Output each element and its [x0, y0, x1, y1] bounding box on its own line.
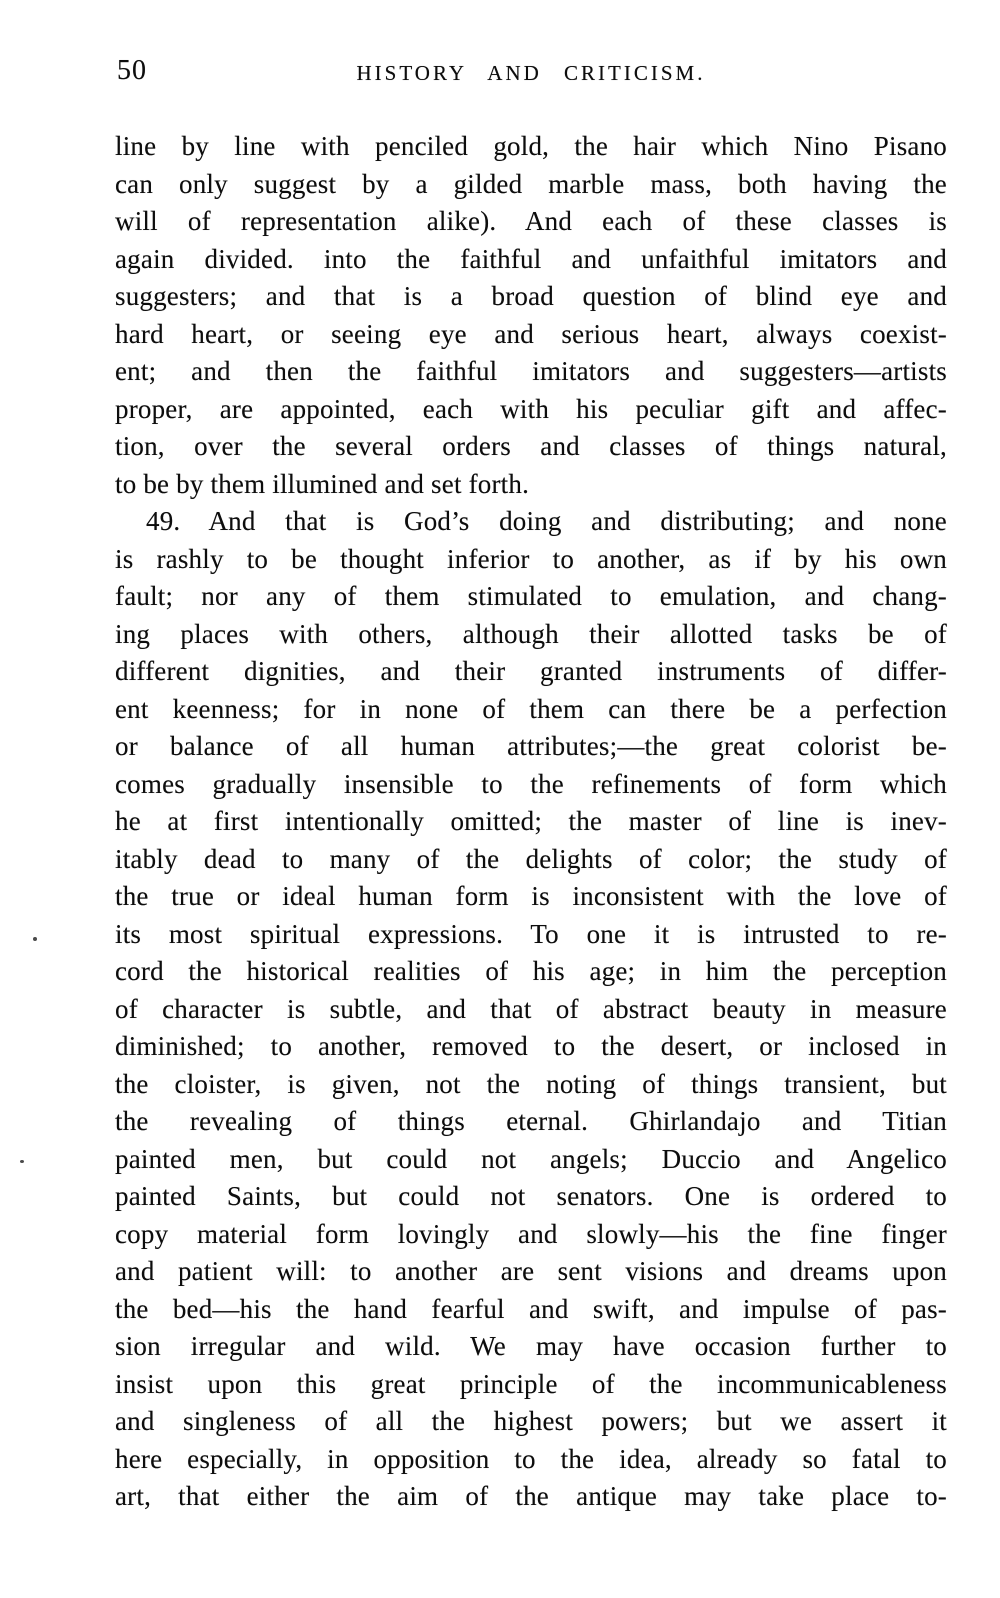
text-line: its most spiritual expressions. To one it is intrusted to re- [115, 918, 947, 949]
page-number: 50 [117, 55, 147, 86]
text-line: ent keenness; for in none of them can there be a perfection [115, 693, 947, 724]
text-line: of character is subtle, and that of abstract beauty in measure [115, 993, 947, 1024]
text-line: and patient will: to another are sent visions and dreams upon [115, 1256, 947, 1286]
text-line: different dignities, and their granted instruments of differ- [115, 656, 947, 686]
text-line: or balance of all human attributes;—the great colorist be- [115, 731, 947, 761]
text-line: line by line with penciled gold, the hair which Nino Pisano [115, 131, 947, 161]
text-line: and singleness of all the highest powers; but we assert it [115, 1406, 947, 1436]
text-line: itably dead to many of the delights of color; the study of [115, 843, 947, 874]
running-title: HISTORY AND CRITICISM. [356, 61, 706, 85]
page-body [115, 128, 947, 1516]
text-line: he at first intentionally omitted; the master of line is inev- [115, 806, 947, 836]
text-line: fault; nor any of them stimulated to emulation, and chang- [115, 581, 947, 611]
text-line: ing places with others, although their allotted tasks be of [115, 618, 947, 649]
text-line: art, that either the aim of the antique may take place to- [115, 1481, 947, 1511]
text-line: insist upon this great principle of the incommunicableness [115, 1368, 947, 1399]
text-line: proper, are appointed, each with his peculiar gift and affec- [115, 393, 947, 424]
text-line: the cloister, is given, not the noting of things transient, but [115, 1068, 947, 1099]
text-line: cord the historical realities of his age; in him the perception [115, 956, 947, 986]
text-line: copy material form lovingly and slowly—his the fine finger [115, 1218, 947, 1249]
text-line: comes gradually insensible to the refinements of form which [115, 768, 947, 799]
text-line: diminished; to another, removed to the desert, or inclosed in [115, 1031, 947, 1061]
scan-speck [33, 937, 37, 941]
text-line: tion, over the several orders and classes of things natural, [115, 431, 947, 461]
text-line: sion irregular and wild. We may have occasion further to [115, 1331, 947, 1361]
text-line: hard heart, or seeing eye and serious heart, always coexist- [115, 318, 947, 349]
text-line: ent; and then the faithful imitators and suggesters—artists [115, 356, 947, 386]
text-line: again divided. into the faithful and unfaithful imitators and [115, 243, 947, 274]
text-line: can only suggest by a gilded marble mass, both having the [115, 168, 947, 199]
text-line: suggesters; and that is a broad question of blind eye and [115, 281, 947, 311]
text-line-paragraph-start: 49. And that is God’s doing and distributing; and none [146, 506, 947, 536]
text-line: the bed—his the hand fearful and swift, and impulse of pas- [115, 1293, 947, 1324]
text-line: the true or ideal human form is inconsistent with the love of [115, 881, 947, 911]
text-line: the revealing of things eternal. Ghirlandajo and Titian [115, 1106, 947, 1136]
text-line: painted men, but could not angels; Duccio and Angelico [115, 1143, 947, 1174]
running-header [115, 56, 947, 90]
text-line: will of representation alike). And each of these classes is [115, 206, 947, 236]
scan-speck [20, 1160, 24, 1163]
text-line: here especially, in opposition to the idea, already so fatal to [115, 1443, 947, 1474]
text-line-paragraph-end: to be by them illumined and set forth. [115, 468, 530, 499]
text-line: painted Saints, but could not senators. One is ordered to [115, 1181, 947, 1211]
text-line: is rashly to be thought inferior to another, as if by his own [115, 543, 947, 574]
